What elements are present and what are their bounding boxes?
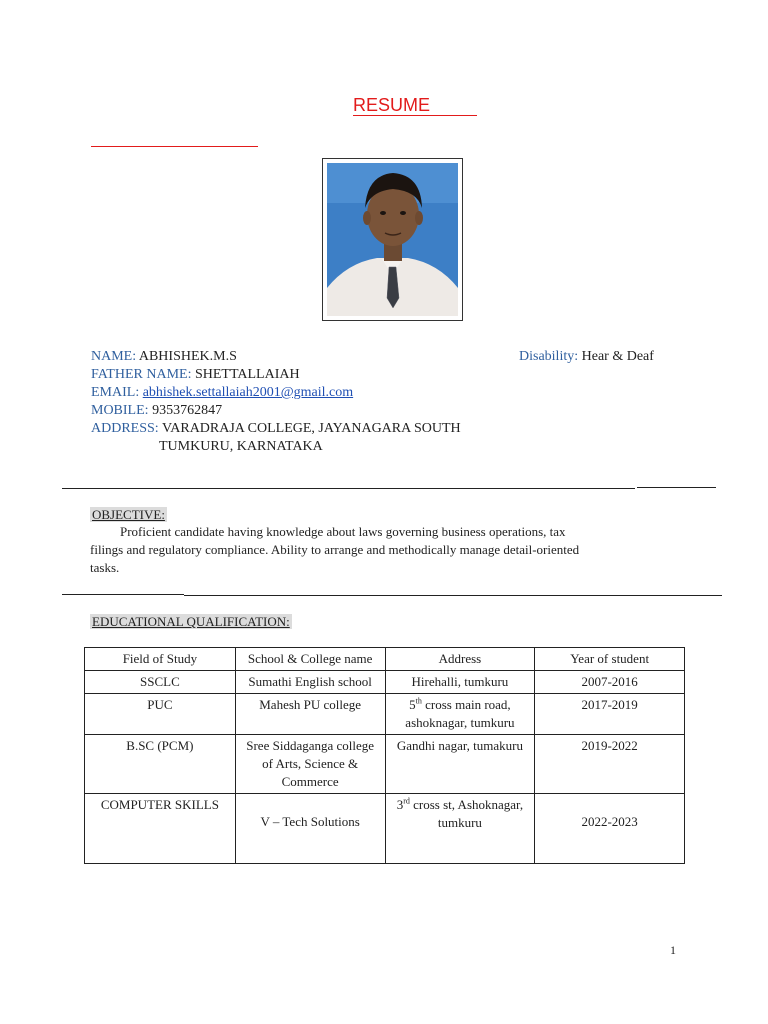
- disability-value: Hear & Deaf: [581, 349, 654, 364]
- email-label: EMAIL:: [91, 385, 140, 400]
- objective-heading: OBJECTIVE:: [92, 507, 165, 522]
- father-row: [91, 366, 300, 384]
- address-line1: VARADRAJA COLLEGE, JAYANAGARA SOUTH: [161, 421, 461, 436]
- disability-row: [519, 348, 654, 366]
- name-row: [91, 348, 237, 366]
- cell-year: 2019-2022: [535, 735, 685, 794]
- education-heading: EDUCATIONAL QUALIFICATION:: [92, 614, 290, 629]
- cell-field: COMPUTER SKILLS: [85, 794, 236, 864]
- disability-label: Disability:: [519, 349, 579, 364]
- cell-address: Gandhi nagar, tumakuru: [385, 735, 535, 794]
- mobile-label: MOBILE:: [91, 403, 149, 418]
- cell-school: V – Tech Solutions: [235, 794, 385, 864]
- name-label: NAME:: [91, 349, 137, 364]
- address-rest: cross main road, ashoknagar, tumkuru: [405, 697, 515, 730]
- table-row: [85, 694, 685, 735]
- address-line2: TUMKURU, KARNATAKA: [159, 439, 323, 454]
- header-year: Year of student: [535, 648, 685, 671]
- objective-line-3: tasks.: [90, 560, 120, 575]
- cell-address: Hirehalli, tumkuru: [385, 671, 535, 694]
- table-header-row: [85, 648, 685, 671]
- objective-text: [90, 523, 690, 577]
- cell-address: [385, 794, 535, 864]
- divider-1: [62, 488, 635, 489]
- address-label: ADDRESS:: [91, 421, 159, 436]
- education-heading-wrap: [90, 613, 292, 631]
- mobile-value: 9353762847: [152, 403, 223, 418]
- header-field: Field of Study: [85, 648, 236, 671]
- table-row: [85, 735, 685, 794]
- cell-field: PUC: [85, 694, 236, 735]
- cell-address: [385, 694, 535, 735]
- cell-field: B.SC (PCM): [85, 735, 236, 794]
- email-link[interactable]: abhishek.settallaiah2001@gmail.com: [142, 385, 354, 400]
- objective-line-2: filings and regulatory compliance. Ability to arrange and methodically manage detail-oriented: [90, 542, 580, 557]
- table-row: [85, 671, 685, 694]
- address-ordinal: rd: [403, 796, 410, 806]
- resume-title: RESUME: [353, 95, 431, 115]
- cell-school: Mahesh PU college: [235, 694, 385, 735]
- mobile-row: [91, 402, 222, 420]
- cell-field: SSCLC: [85, 671, 236, 694]
- divider-2b: [184, 595, 722, 596]
- cell-year: 2017-2019: [535, 694, 685, 735]
- cell-school: Sree Siddaganga college of Arts, Science & Commerce: [235, 735, 385, 794]
- address-ordinal: th: [415, 696, 422, 706]
- email-row: [91, 384, 353, 402]
- title-underline: [353, 115, 477, 116]
- education-table: [84, 647, 685, 864]
- address-num: 5: [409, 697, 416, 712]
- objective-heading-wrap: [90, 506, 167, 524]
- father-value: SHETTALLAIAH: [194, 367, 300, 382]
- address-row: [91, 420, 461, 438]
- header-school: School & College name: [235, 648, 385, 671]
- cell-school: Sumathi English school: [235, 671, 385, 694]
- father-label: FATHER NAME:: [91, 367, 192, 382]
- address-rest: cross st, Ashoknagar, tumkuru: [409, 797, 524, 830]
- table-row: [85, 794, 685, 864]
- name-value: ABHISHEK.M.S: [138, 349, 237, 364]
- divider-2a: [62, 594, 184, 595]
- cell-year: 2022-2023: [535, 794, 685, 864]
- address-num: 3: [396, 797, 404, 812]
- objective-line-1: Proficient candidate having knowledge about laws governing business operations, tax: [120, 524, 566, 539]
- profile-photo: [322, 158, 463, 321]
- divider-1b: [637, 487, 716, 488]
- cell-year: 2007-2016: [535, 671, 685, 694]
- profile-photo-image: [327, 163, 458, 316]
- header-address: Address: [385, 648, 535, 671]
- red-divider: [91, 146, 258, 147]
- page-number: 1: [670, 943, 676, 957]
